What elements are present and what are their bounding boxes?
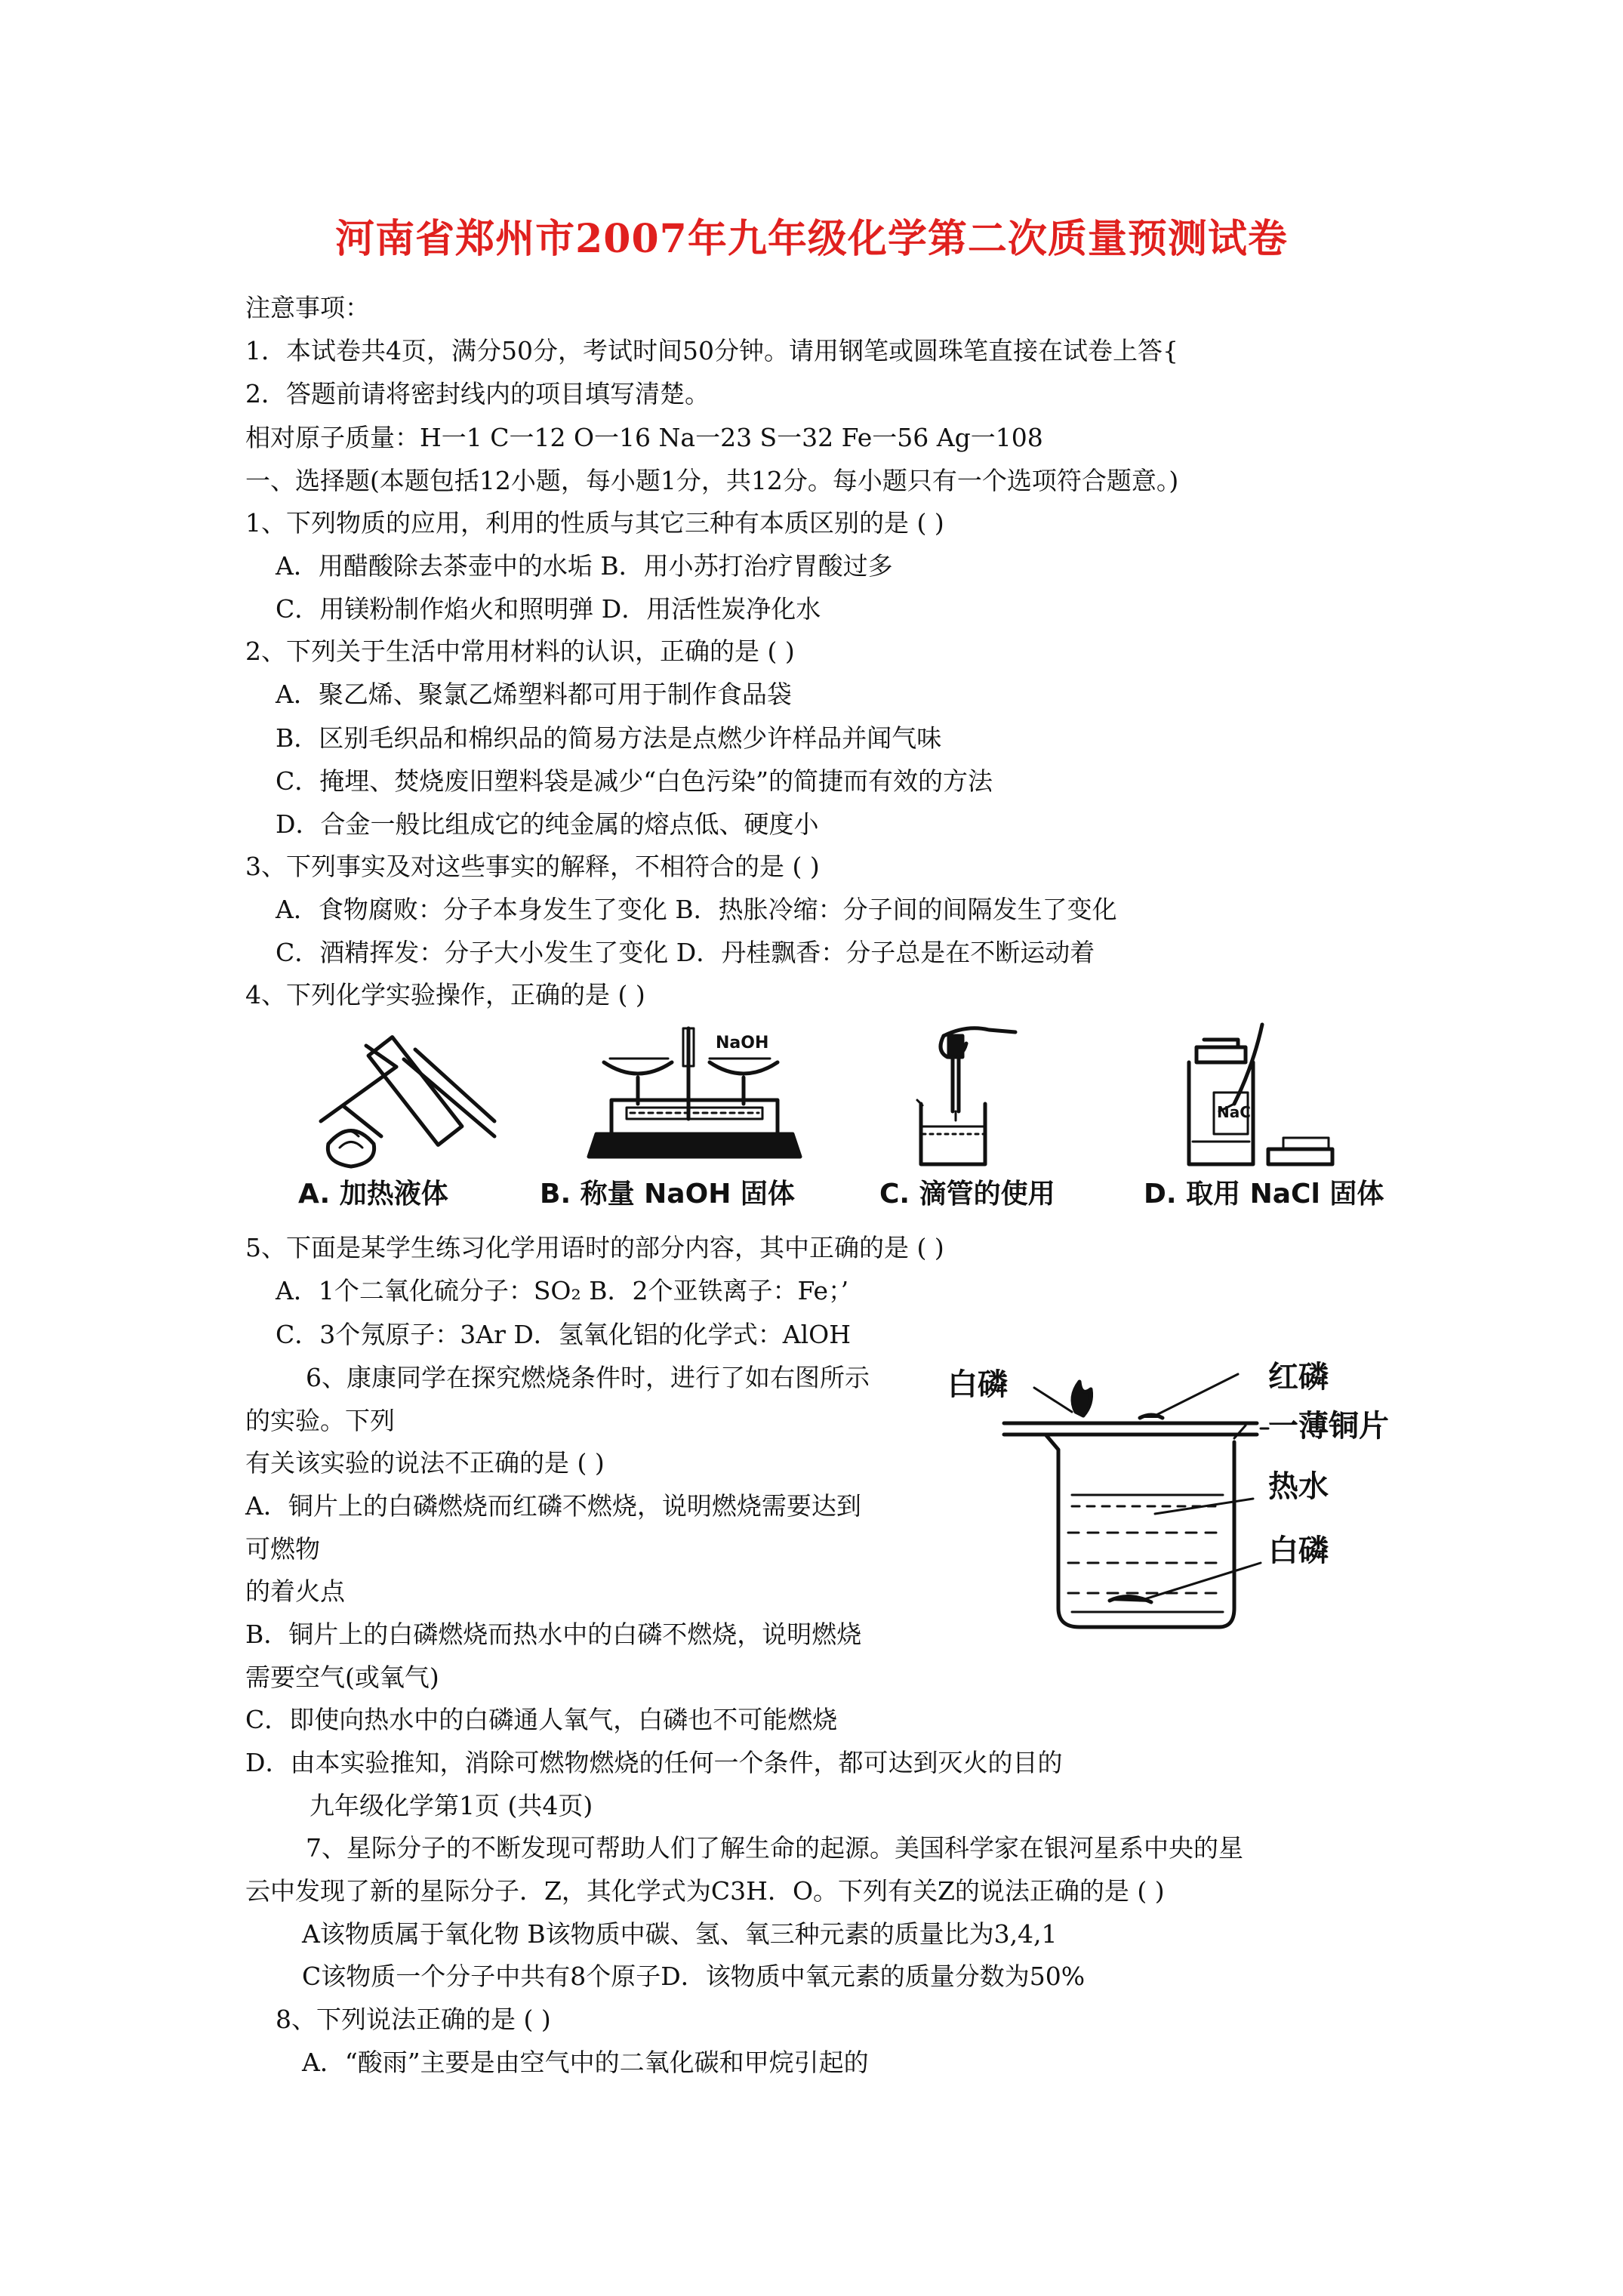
q7-options-row2: C该物质一个分子中共有8个原子D．该物质中氧元素的质量分数为50%: [302, 1962, 1086, 1991]
notice-heading: 注意事项：: [245, 293, 370, 322]
q3-stem: 3、下列事实及对这些事实的解释，不相符合的是 ( ): [245, 852, 820, 881]
q6-option-c: C．即使向热水中的白磷通人氧气，白磷也不可能燃烧: [245, 1705, 838, 1734]
q8-option-a: A．“酸雨”主要是由空气中的二氧化碳和甲烷引起的: [302, 2048, 869, 2077]
q2-option-a: A．聚乙烯、聚氯乙烯塑料都可用于制作食品袋: [276, 680, 792, 709]
q2-option-b: B．区别毛织品和棉织品的简易方法是点燃少许样品并闻气味: [276, 723, 942, 753]
section-heading: 一、选择题(本题包括12小题，每小题1分，共12分。每小题只有一个选项符合题意。): [245, 466, 1179, 495]
notice-item-1: 1．本试卷共4页，满分50分，考试时间50分钟。请用钢笔或圆珠笔直接在试卷上答{: [245, 336, 1178, 365]
dropper-figure: [913, 1021, 1049, 1172]
q4-caption-b: B. 称量 NaOH 固体: [540, 1179, 795, 1210]
q3-options-row1: A．食物腐败：分子本身发生了变化 B．热胀冷缩：分子间的间隔发生了变化: [276, 895, 1117, 924]
notice-item-2: 2．答题前请将密封线内的项目填写清楚。: [245, 379, 710, 408]
q6-option-a-line3: 的着火点: [245, 1576, 345, 1606]
atomic-mass-line: 相对原子质量：H一1 C一12 O一16 Na一23 S一32 Fe一56 Ag一108: [245, 423, 1043, 452]
q6-option-b-line1: B．铜片上的白磷燃烧而热水中的白磷不燃烧，说明燃烧: [245, 1620, 862, 1649]
q6-option-d: D．由本实验推知，消除可燃物燃烧的任何一个条件，都可达到灭火的目的: [245, 1748, 1063, 1777]
q1-options-row1: A．用醋酸除去茶壶中的水垢 B．用小苏打治疗胃酸过多: [276, 551, 893, 581]
q1-options-row2: C．用镁粉制作焰火和照明弹 D．用活性炭净化水: [276, 594, 821, 624]
q2-option-d: D．合金一般比组成它的纯金属的熔点低、硬度小: [276, 809, 819, 839]
q6-line-1: 6、康康同学在探究燃烧条件时，进行了如右图所示: [306, 1363, 870, 1392]
q2-option-c: C．掩埋、焚烧废旧塑料袋是减少“白色污染”的简捷而有效的方法: [276, 766, 993, 796]
q5-options-row2: C．3个氖原子：3Ar D．氢氧化铝的化学式：AlOH: [276, 1320, 852, 1349]
nacl-label: NaCl: [1217, 1103, 1256, 1121]
label-copper-plate: 一薄铜片: [1268, 1409, 1389, 1444]
q6-option-a-line2: 可燃物: [245, 1534, 320, 1564]
q2-stem: 2、下列关于生活中常用材料的认识，正确的是 ( ): [245, 636, 795, 666]
exam-title: 河南省郑州市2007年九年级化学第二次质量预测试卷: [335, 216, 1288, 262]
q7-line-2: 云中发现了新的星际分子．Z，其化学式为C3H．O。下列有关Z的说法正确的是 ( ): [245, 1876, 1165, 1906]
q7-options-row1: A该物质属于氧化物 B该物质中碳、氢、氧三种元素的质量比为3,4,1: [302, 1919, 1058, 1949]
page-footer: 九年级化学第1页 (共4页): [310, 1791, 593, 1820]
q8-stem: 8、下列说法正确的是 ( ): [276, 2005, 551, 2034]
naoh-label: NaOH: [716, 1034, 769, 1052]
q6-option-a-line1: A．铜片上的白磷燃烧而红磷不燃烧，说明燃烧需要达到: [245, 1491, 861, 1521]
label-red-phosphorus: 红磷: [1268, 1360, 1329, 1395]
q4-caption-d: D. 取用 NaCl 固体: [1144, 1179, 1384, 1210]
q4-caption-c: C. 滴管的使用: [879, 1179, 1055, 1210]
combustion-experiment-figure: [1004, 1351, 1442, 1638]
q1-stem: 1、下列物质的应用，利用的性质与其它三种有本质区别的是 ( ): [245, 508, 944, 538]
label-white-phosphorus-bottom: 白磷: [1268, 1533, 1329, 1568]
q6-line-3: 有关该实验的说法不正确的是 ( ): [245, 1448, 605, 1478]
nacl-bottle-figure: [1178, 1021, 1359, 1172]
q3-options-row2: C．酒精挥发：分子大小发生了变化 D．丹桂飘香：分子总是在不断运动着: [276, 938, 1095, 967]
q6-line-2: 的实验。下列: [245, 1406, 395, 1435]
label-hot-water: 热水: [1268, 1469, 1329, 1504]
heating-liquid-figure: [313, 1023, 494, 1174]
q5-stem: 5、下面是某学生练习化学用语时的部分内容，其中正确的是 ( ): [245, 1233, 944, 1262]
q4-caption-a: A. 加热液体: [298, 1179, 448, 1210]
q6-option-b-line2: 需要空气(或氧气): [245, 1663, 439, 1692]
q5-options-row1: A．1个二氧化硫分子：SO₂ B．2个亚铁离子：Fe；’: [276, 1276, 849, 1305]
q4-stem: 4、下列化学实验操作，正确的是 ( ): [245, 980, 645, 1009]
balance-figure: [596, 1028, 823, 1179]
label-white-phosphorus-top: 白磷: [947, 1367, 1008, 1402]
q7-line-1: 7、星际分子的不断发现可帮助人们了解生命的起源。美国科学家在银河星系中央的星: [306, 1833, 1243, 1863]
